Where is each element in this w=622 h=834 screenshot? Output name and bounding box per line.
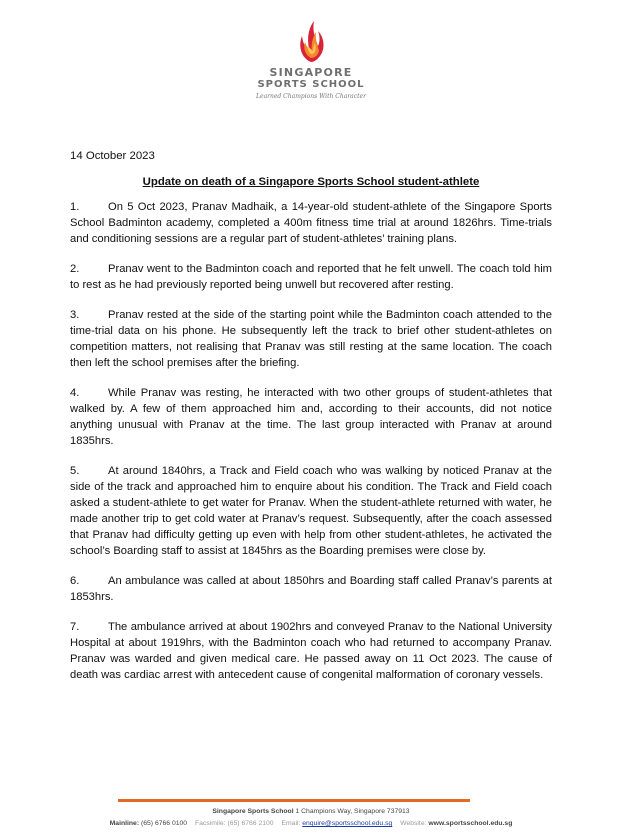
paragraph-number: 4.: [70, 387, 80, 399]
email-link[interactable]: enquire@sportsschool.edu.sg: [302, 820, 393, 827]
paragraph-number: 2.: [70, 263, 80, 275]
school-name-line2: SPORTS SCHOOL: [257, 79, 365, 90]
paragraph-2: [70, 261, 552, 293]
mainline-value: (65) 6766 0100: [140, 820, 188, 827]
document-body: [70, 199, 552, 697]
paragraph-text: At around 1840hrs, a Track and Field coach who was walking by noticed Pranav at the side of the track and approached him to enquire about his condition. The Track and Field coach asked a student-athlete to get water for Pranav. When the student-athlete returned with water, he made another trip to get cold water at Pranav’s request. Subsequently, after the coach assessed that Pranav had difficulty getting up even with help from other student-athletes, he activated the school’s Boarding staff to assist at 1845hrs as the Boarding premises were close by.: [70, 465, 552, 557]
paragraph-text: The ambulance arrived at about 1902hrs and conveyed Pranav to the National University Hospital at about 1919hrs, with the Badminton coach who had returned to accompany Pranav. Pranav was warded and given medical care. He passed away on 11 Oct 2023. The cause of death was cardiac arrest with antecedent cause of congenital malformation of coronary vessels.: [70, 621, 552, 681]
flame-emblem-icon: [291, 18, 331, 64]
paragraph-text: On 5 Oct 2023, Pranav Madhaik, a 14-year-old student-athlete of the Singapore Sports School Badminton academy, completed a 400m fitness time trial at around 1826hrs. Time-trials and conditioning sessions are a regular part of student-athletes’ training plans.: [70, 201, 552, 245]
paragraph-number: 6.: [70, 575, 80, 587]
paragraph-text: While Pranav was resting, he interacted with two other groups of student-athletes that walked by. A few of them approached him and, according to their accounts, did not notice anything unusual with Pranav at the time. The last group interacted with Pranav at around 1835hrs.: [70, 387, 552, 447]
website-link[interactable]: www.sportsschool.edu.sg: [428, 820, 513, 827]
paragraph-3: [70, 307, 552, 371]
footer-address: 1 Champions Way, Singapore 737913: [295, 808, 410, 815]
paragraph-number: 1.: [70, 201, 80, 213]
paragraph-5: [70, 463, 552, 559]
paragraph-6: [70, 573, 552, 605]
school-tagline: Learned Champions With Character: [256, 93, 366, 100]
paragraph-text: Pranav rested at the side of the starting point while the Badminton coach attended to the time-trial data on his phone. He subsequently left the track to brief other student-athletes on competition matters, not realising that Pranav was still resting at the same location. The coach then left the school premises after the briefing.: [70, 309, 552, 369]
paragraph-number: 5.: [70, 465, 80, 477]
footer-address-line: [0, 808, 622, 815]
mainline-label: Mainline:: [109, 820, 140, 827]
paragraph-number: 3.: [70, 309, 80, 321]
paragraph-1: [70, 199, 552, 247]
website-label: Website:: [400, 820, 427, 827]
paragraph-text: Pranav went to the Badminton coach and reported that he felt unwell. The coach told him to rest as he had previously reported being unwell but recovered after resting.: [70, 263, 552, 291]
footer-school-name: Singapore Sports School: [212, 808, 294, 815]
fax-value: (65) 6766 2100: [227, 820, 274, 827]
school-name-line1: SINGAPORE: [269, 66, 353, 79]
footer-contact-line: [0, 820, 622, 827]
document-title: Update on death of a Singapore Sports School student-athlete: [142, 176, 480, 188]
document-date: 14 October 2023: [70, 150, 155, 162]
fax-label: Facsimile:: [194, 820, 226, 827]
paragraph-7: [70, 619, 552, 683]
paragraph-number: 7.: [70, 621, 80, 633]
paragraph-text: An ambulance was called at about 1850hrs and Boarding staff called Pranav’s parents at 1853hrs.: [70, 575, 552, 603]
footer-divider: [118, 799, 470, 802]
paragraph-4: [70, 385, 552, 449]
school-logo: [0, 18, 622, 101]
email-label: Email:: [281, 820, 301, 827]
